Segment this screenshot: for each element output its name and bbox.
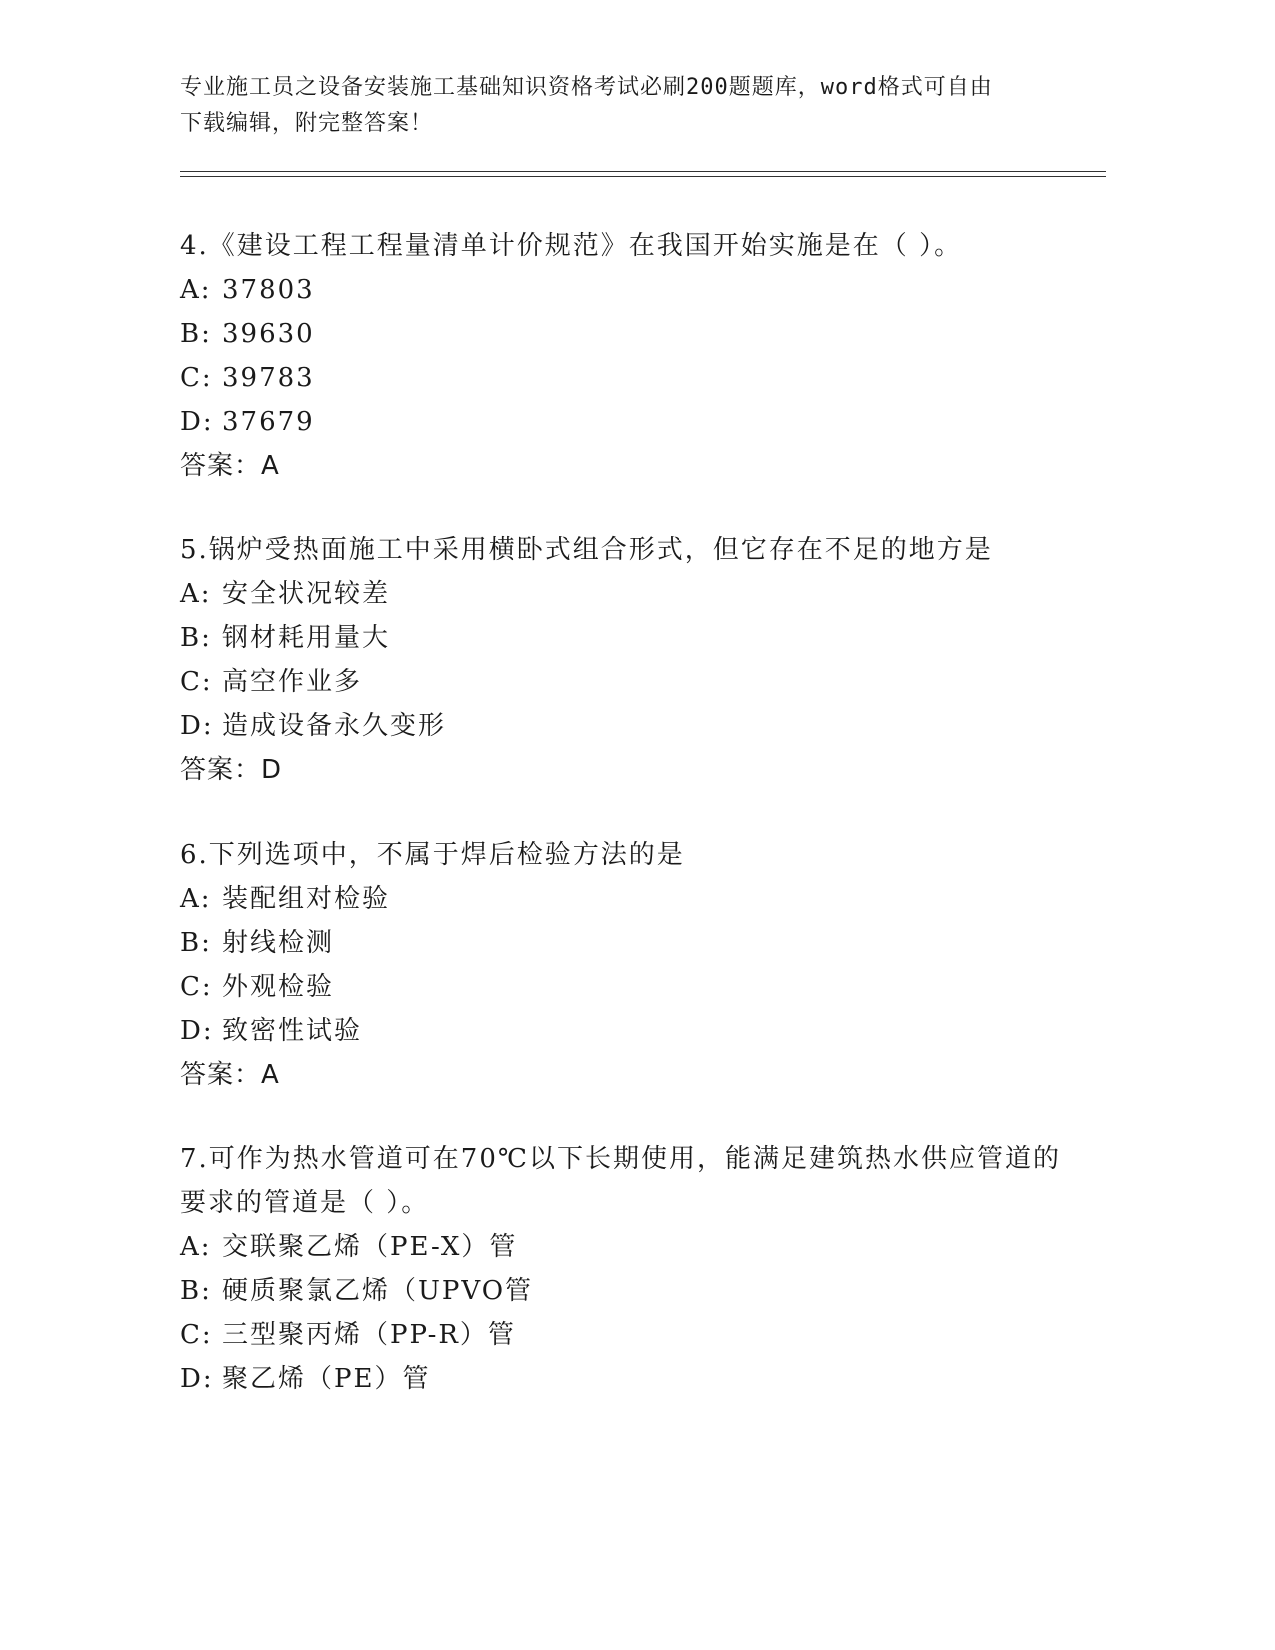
option-b: [180, 1269, 1080, 1313]
answer: 答案：A: [180, 1060, 280, 1090]
option-a: [180, 572, 1080, 616]
question-title: 4.《建设工程工程量清单计价规范》在我国开始实施是在（ ）。: [180, 231, 963, 261]
option-text: 外观检验: [222, 972, 335, 1002]
option-c: [180, 1313, 1080, 1357]
option-letter: D:: [180, 711, 214, 741]
option-d: [180, 400, 1080, 444]
question-title: 5.锅炉受热面施工中采用横卧式组合形式，但它存在不足的地方是: [180, 535, 993, 565]
question-title: 6.下列选项中，不属于焊后检验方法的是: [180, 840, 685, 870]
option-text: 高空作业多: [222, 667, 363, 697]
option-text: 39783: [222, 363, 315, 393]
option-letter: A:: [180, 275, 212, 305]
option-letter: B:: [180, 319, 212, 349]
option-text: 37803: [222, 275, 315, 305]
option-letter: D:: [180, 1364, 214, 1394]
option-text: 硬质聚氯乙烯（UPVO管: [222, 1276, 534, 1306]
option-c: [180, 356, 1080, 400]
option-text: 三型聚丙烯（PP-R）管: [222, 1320, 516, 1350]
option-letter: A:: [180, 579, 212, 609]
option-text: 聚乙烯（PE）管: [222, 1364, 431, 1394]
option-b: [180, 312, 1080, 356]
option-text: 37679: [222, 407, 315, 437]
option-letter: C:: [180, 363, 213, 393]
answer: 答案：A: [180, 451, 280, 481]
option-letter: C:: [180, 667, 213, 697]
option-text: 造成设备永久变形: [222, 711, 447, 741]
option-letter: A:: [180, 1232, 212, 1262]
option-letter: B:: [180, 1276, 212, 1306]
option-text: 射线检测: [222, 928, 335, 958]
option-text: 交联聚乙烯（PE-X）管: [222, 1232, 518, 1262]
option-b: [180, 616, 1080, 660]
option-text: 39630: [222, 319, 315, 349]
option-letter: B:: [180, 623, 212, 653]
option-a: [180, 1225, 1080, 1269]
header-divider-bottom: [180, 176, 1106, 177]
option-text: 致密性试验: [222, 1016, 363, 1046]
option-text: 装配组对检验: [222, 884, 391, 914]
option-a: [180, 268, 1080, 312]
option-letter: C:: [180, 1320, 213, 1350]
option-letter: C:: [180, 972, 213, 1002]
option-b: [180, 921, 1080, 965]
question-4: [180, 224, 1080, 488]
header-divider-top: [180, 171, 1106, 172]
header-line-1: 专业施工员之设备安装施工基础知识资格考试必刷200题题库，word格式可自由: [180, 75, 993, 100]
option-letter: B:: [180, 928, 212, 958]
option-c: [180, 660, 1080, 704]
question-title: 7.可作为热水管道可在70℃以下长期使用，能满足建筑热水供应管道的要求的管道是（ ）。: [180, 1144, 1061, 1218]
question-7: [180, 1137, 1080, 1401]
header-line-2: 下载编辑，附完整答案！: [180, 111, 434, 136]
option-a: [180, 877, 1080, 921]
option-letter: D:: [180, 1016, 214, 1046]
option-d: [180, 1009, 1080, 1053]
option-letter: A:: [180, 884, 212, 914]
document-header: [180, 70, 1060, 142]
answer: 答案：D: [180, 755, 283, 785]
option-c: [180, 965, 1080, 1009]
option-text: 安全状况较差: [222, 579, 391, 609]
question-6: [180, 833, 1080, 1097]
option-d: [180, 704, 1080, 748]
option-text: 钢材耗用量大: [222, 623, 391, 653]
option-letter: D:: [180, 407, 214, 437]
option-d: [180, 1357, 1080, 1401]
question-5: [180, 528, 1080, 792]
